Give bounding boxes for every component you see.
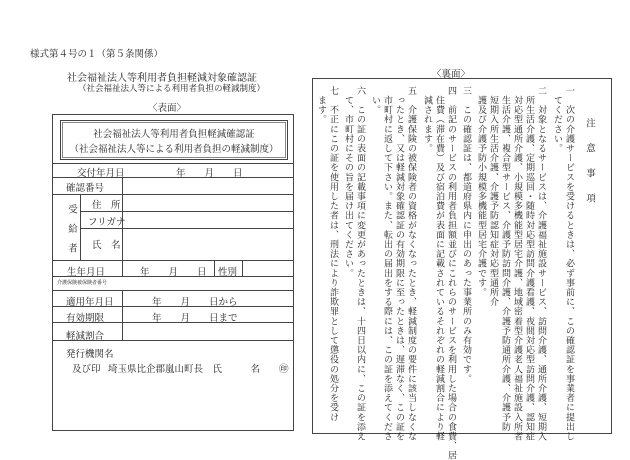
issuer-label-line2: 及び印 <box>72 364 101 375</box>
recipient-label: 受給者 <box>66 204 77 263</box>
note-line: 二 対象となるサービスは、介護福祉施設サービス、訪問介護、通所介護、短期入 <box>536 86 546 442</box>
valid-period-label: 有効期限 <box>66 313 105 324</box>
apply-date-label: 適用年月日 <box>66 297 114 308</box>
issuer-value: 埼玉県比企郡嵐山町長 氏 名 ㊞ <box>108 364 289 375</box>
birth-date-label: 生年月日 <box>67 267 106 278</box>
address-label: 住 所 <box>92 200 121 211</box>
furigana-label: フリガナ <box>88 217 126 228</box>
issuer-label-line1: 発行機関名 <box>66 349 114 360</box>
note-line: 市町村に返して下さい。また、転出の届出をする際には、この証を添えてくださ <box>382 86 392 442</box>
valid-period-value: 年 月 日まで <box>152 313 238 324</box>
card-subtitle: （社会福祉法人等による利用者負担の軽減制度） <box>69 144 279 155</box>
sex-label: 性別 <box>218 267 238 278</box>
note-line: て、市町村にその旨を届け出てください。 <box>343 86 353 278</box>
note-line: 生活介護、複合型サービス、介護予防訪問介護、介護予防通所介護、介護予防 <box>500 86 510 432</box>
insured-number-note: 介護保険被保険者番号 <box>57 280 108 286</box>
card-title: 社会福祉法人等利用者負担軽減確認証 <box>93 129 255 140</box>
note-line: い。 <box>370 86 380 115</box>
name-label: 氏 名 <box>92 240 121 251</box>
note-line: てください。 <box>552 86 562 154</box>
note-line: 減されます。 <box>422 86 432 154</box>
front-side-label: 〈表面〉 <box>148 103 187 114</box>
note-line: 一 次の介護サービスを受けるときは、必ず事前に、この確認証を事業者に提出し <box>564 86 574 442</box>
note-line: 六 この証の表面の記載事項に変更があったときは、十四日以内に、この証を添え <box>355 86 365 442</box>
note-line: 五 介護保険の被保険者の資格がなくなったとき、軽減制度の要件に該当しなくな <box>406 86 416 442</box>
birth-date-value: 年 月 日 <box>140 267 207 278</box>
note-line: 七 不正にこの証を使用した者は、刑法により詐欺罪として懲役の処分を受け <box>328 86 338 422</box>
document-title: 社会福祉法人等利用者負担軽減対象確認証 <box>67 73 257 84</box>
note-line: 対応型通所介護、小規模多機能型居宅介護、地域密着型介護老人福祉施設入所者 <box>512 86 522 442</box>
reduction-rate-label: 軽減割合 <box>66 331 105 342</box>
back-side-label: 〈裏面〉 <box>432 69 471 80</box>
note-line: 護及び介護予防小規模多機能型居宅介護です。 <box>476 86 486 298</box>
note-line: 住費（滞在費）及び宿泊費が表面に記載されているそれぞれの軽減割合により軽 <box>434 86 444 442</box>
issue-date-label: 交付年月日 <box>77 168 125 179</box>
note-line: 四 前記のサービスの利用者負担額並びにこれらのサービスを利用した場合の食費、居 <box>446 86 456 460</box>
note-line: 三 この確認証は、都道府県内に申出のあった事業所のみ有効です。 <box>461 86 471 384</box>
note-line: 短期入所生活介護、介護予防認知症対応型通所介 <box>488 86 498 307</box>
note-line: ったとき、又は軽減対象確認証の有効期限に至ったときは、遅滞なく、この証を <box>394 86 404 442</box>
confirm-number-label: 確認番号 <box>66 183 105 194</box>
note-line: 所生活介護、定期巡回・随時対応型訪問介護看護、夜間対応型訪問介護、認知症 <box>524 86 534 442</box>
note-line: ます。 <box>316 86 326 125</box>
form-number: 様式第４号の１（第５条関係） <box>30 49 164 60</box>
document-subtitle: （社会福祉法人等による利用者負担の軽減制度） <box>78 84 266 94</box>
apply-date-value: 年 月 日から <box>152 297 238 308</box>
issue-date-value: 年 月 日 <box>176 168 243 179</box>
notes-title: 注 意 事 項 <box>584 118 595 206</box>
